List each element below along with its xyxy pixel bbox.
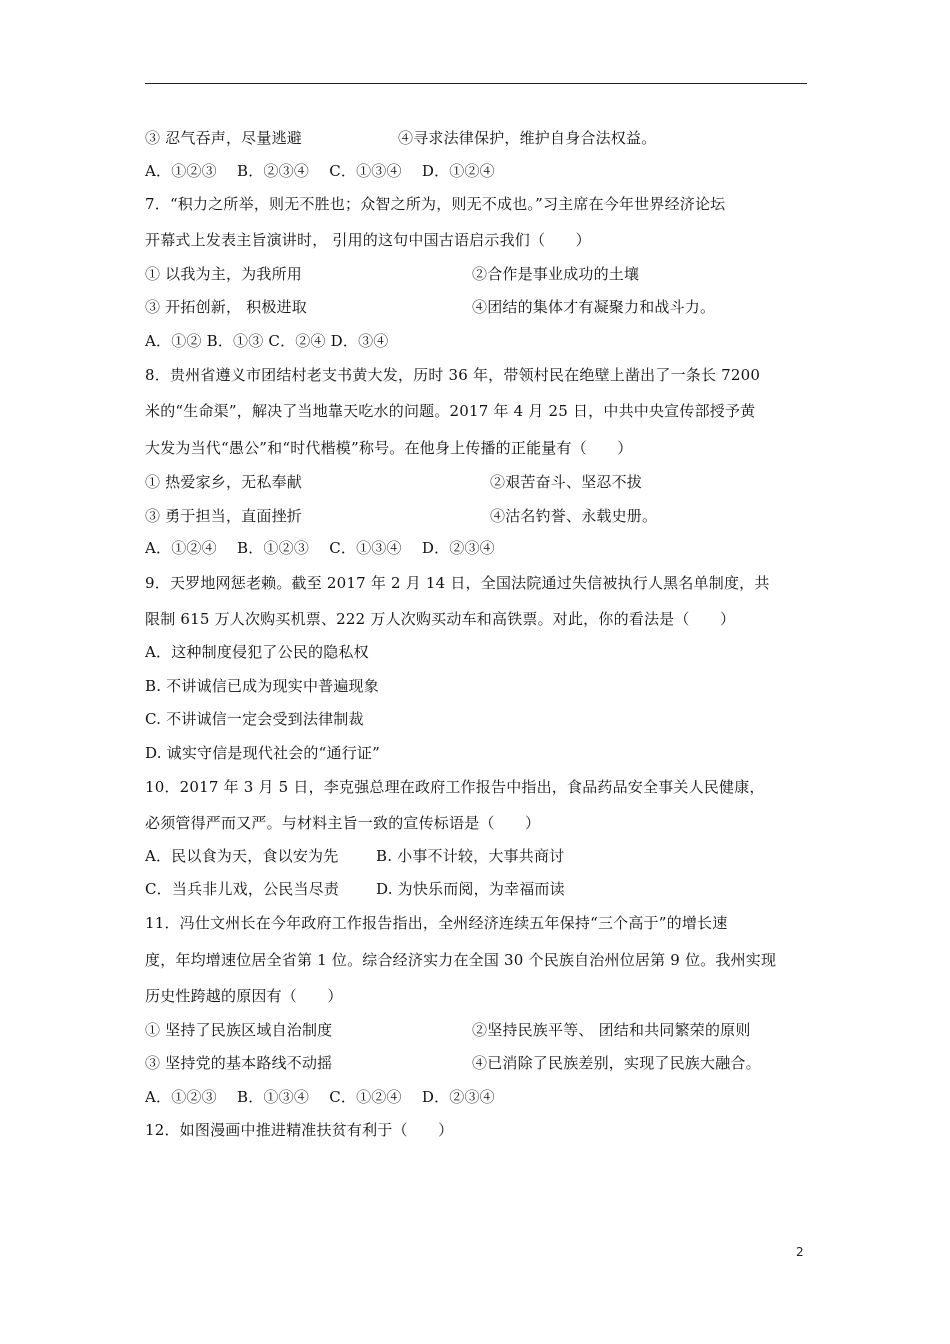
q12-stem: 12．如图漫画中推进精准扶贫有利于（ ） [145,1121,454,1139]
q10-option-a: A．民以食为天，食以安为先 [145,847,339,865]
q9-option-c: C. 不讲诚信一定会受到法律制裁 [145,710,364,728]
q8-stem-line-2: 米的“生命渠”，解决了当地靠天吃水的问题。2017 年 4 月 25 日，中共中央宣传部授予黄 [145,402,756,420]
q11-stem-line-3: 历史性跨越的原因有（ ） [145,987,343,1005]
page-number: 2 [796,1245,804,1259]
q7-option-2: ②合作是事业成功的土壤 [472,265,640,283]
q7-choices: A．①② B．①③ C．②④ D．③④ [145,332,389,350]
q11-stem-line-1: 11．冯仕文州长在今年政府工作报告指出，全州经济连续五年保持“三个高于”的增长速 [145,914,728,932]
q8-option-1: ① 热爱家乡，无私奉献 [145,473,302,491]
q10-stem-line-2: 必须管得严而又严。与材料主旨一致的宣传标语是（ ） [145,814,541,832]
q11-option-4: ④已消除了民族差别，实现了民族大融合。 [472,1054,761,1072]
q7-stem-line-1: 7．“积力之所举，则无不胜也；众智之所为，则无不成也。”习主席在今年世界经济论坛 [145,195,726,213]
q10-stem-line-1: 10．2017 年 3 月 5 日，李克强总理在政府工作报告中指出，食品药品安全事关人民健康， [145,778,765,796]
q11-option-2: ②坚持民族平等、 团结和共同繁荣的原则 [472,1021,751,1039]
q10-option-c: C．当兵非儿戏，公民当尽责 [145,880,340,898]
q9-option-d: D. 诚实守信是现代社会的“通行证” [145,744,380,762]
q9-option-b: B. 不讲诚信已成为现实中普遍现象 [145,677,379,695]
q9-stem-line-1: 9．天罗地网惩老赖。截至 2017 年 2 月 14 日，全国法院通过失信被执行人黑名单制度，共 [145,574,770,592]
header-rule [145,83,807,84]
q11-stem-line-2: 度，年均增速位居全省第 1 位。综合经济实力在全国 30 个民族自治州位居第 9 位。我州实现 [145,951,777,969]
q7-option-3: ③ 开拓创新， 积极进取 [145,298,307,316]
q11-choices: A．①②③ B．①③④ C．①②④ D．②③④ [145,1088,495,1106]
q11-option-1: ① 坚持了民族区域自治制度 [145,1021,333,1039]
q9-stem-line-2: 限制 615 万人次购买机票、222 万人次购买动车和高铁票。对此，你的看法是（ ） [145,610,736,628]
q8-option-2: ②艰苦奋斗、坚忍不拔 [490,473,643,491]
q8-option-4: ④沽名钓誉、永载史册。 [490,507,658,525]
q7-option-1: ① 以我为主，为我所用 [145,265,302,283]
q7-option-4: ④团结的集体才有凝聚力和战斗力。 [472,298,716,316]
q10-option-b: B. 小事不计较，大事共商讨 [376,847,565,865]
q8-option-3: ③ 勇于担当，直面挫折 [145,507,302,525]
q6-choices: A．①②③ B．②③④ C．①③④ D．①②④ [145,162,495,180]
q9-option-a: A．这种制度侵犯了公民的隐私权 [145,643,369,661]
q6-option-3: ③ 忍气吞声，尽量逃避 [145,129,302,147]
q7-stem-line-2: 开幕式上发表主旨演讲时， 引用的这句中国古语启示我们（ ） [145,231,591,249]
q8-choices: A．①②④ B．①②③ C．①③④ D．②③④ [145,539,495,557]
q10-option-d: D. 为快乐而阅，为幸福而读 [376,880,565,898]
q11-option-3: ③ 坚持党的基本路线不动摇 [145,1054,333,1072]
q6-option-4: ④寻求法律保护，维护自身合法权益。 [398,129,657,147]
q8-stem-line-1: 8．贵州省遵义市团结村老支书黄大发，历时 36 年，带领村民在绝壁上凿出了一条长 7200 [145,366,761,384]
q8-stem-line-3: 大发为当代“愚公”和“时代楷模”称号。在他身上传播的正能量有（ ） [145,439,633,457]
